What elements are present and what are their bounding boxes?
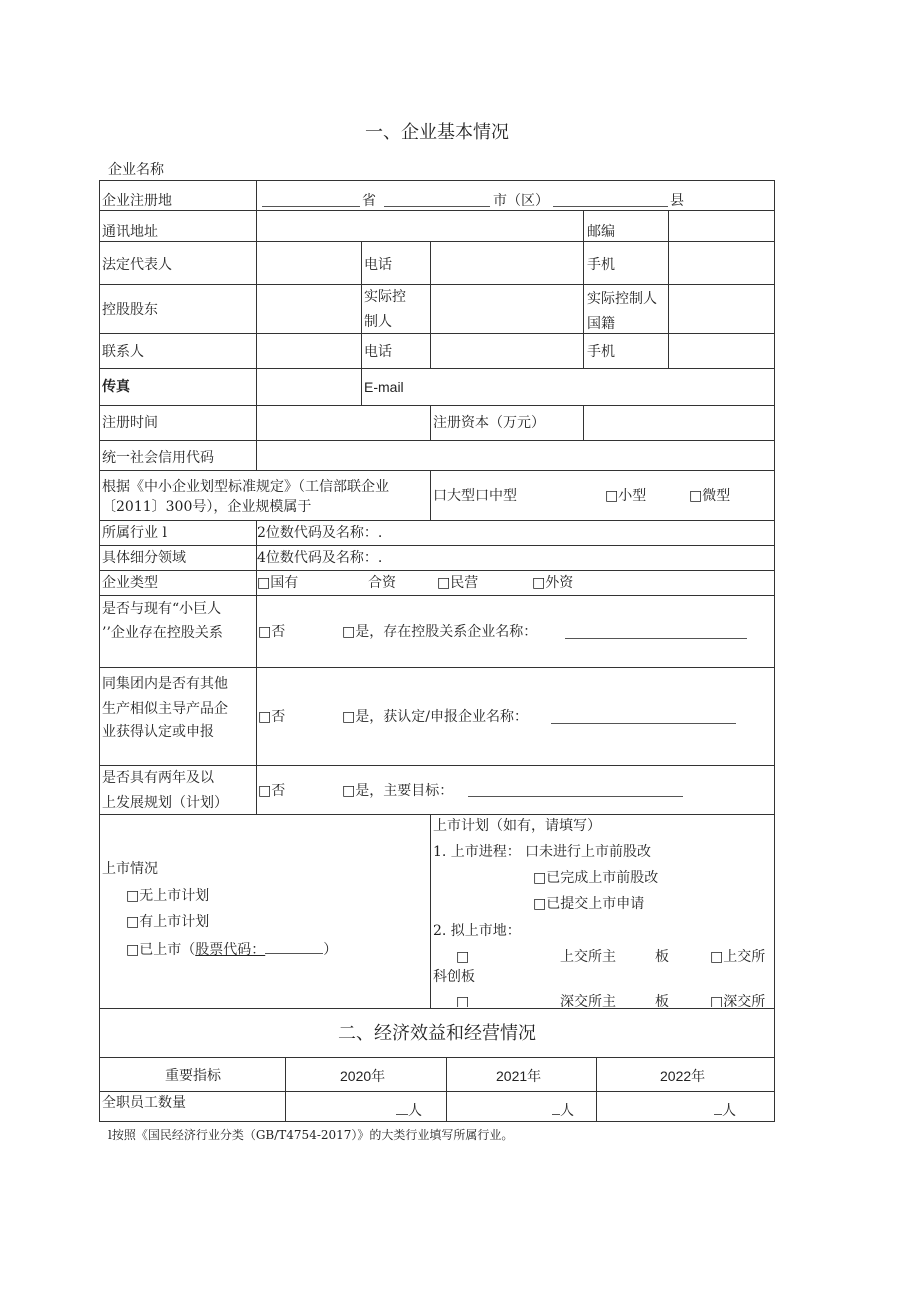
employees-2020-field[interactable]: [396, 1100, 422, 1120]
contact-field[interactable]: [257, 334, 360, 367]
econ-header-2022: 2022年: [660, 1068, 706, 1084]
shareholder-field[interactable]: [257, 285, 360, 332]
plan-no-checkbox[interactable]: □否: [258, 783, 286, 799]
group-company-name-field[interactable]: [551, 723, 736, 724]
controller-label-1: 实际控: [364, 289, 406, 305]
legal-rep-label: 法定代表人: [102, 257, 172, 273]
contact-mobile-label: 手机: [587, 344, 615, 360]
credit-code-label: 统一社会信用代码: [102, 450, 214, 466]
plan-yes-checkbox[interactable]: □是，主要目标：: [342, 783, 454, 799]
venue-szse-clip: [431, 988, 774, 1007]
giant-company-name-field[interactable]: [565, 638, 747, 639]
progress-applied-checkbox[interactable]: □已提交上市申请: [533, 896, 645, 912]
reg-time-label: 注册时间: [102, 415, 158, 431]
industry-field[interactable]: 2位数代码及名称：.: [257, 525, 383, 541]
giant-label-line2: ’’企业存在控股关系: [102, 625, 223, 641]
controller-nationality-label-1: 实际控制人: [587, 291, 657, 307]
shareholder-label: 控股股东: [102, 302, 158, 318]
contact-label: 联系人: [102, 344, 144, 360]
employees-unit-2020: 人: [408, 1103, 422, 1119]
listing-listed-prefix: □已上市（: [126, 942, 196, 958]
sub-field-field[interactable]: 4位数代码及名称：.: [257, 550, 383, 566]
listing-none-checkbox[interactable]: □无上市计划: [126, 888, 210, 904]
listing-listed-suffix: ）: [323, 942, 338, 958]
venue-sse-main-label: 上交所主: [560, 949, 616, 965]
group-label-line1: 同集团内是否有其他: [102, 676, 228, 692]
province-field[interactable]: [262, 206, 360, 207]
venue-sse-main-checkbox[interactable]: □: [456, 949, 470, 965]
controller-nationality-label-2: 国籍: [587, 316, 615, 332]
company-type-private-checkbox[interactable]: □民营: [437, 575, 479, 591]
plan-label-line2: 上发展规划（计划）: [102, 795, 228, 811]
venue-szse-main-checkbox[interactable]: □: [456, 994, 470, 1007]
postcode-field[interactable]: [669, 211, 773, 240]
stock-code-field[interactable]: [265, 940, 323, 954]
reg-time-field[interactable]: [257, 406, 429, 439]
venue-szse-main-label-2: 板: [655, 994, 669, 1007]
employees-unit-2022: 人: [722, 1103, 736, 1119]
county-field[interactable]: [553, 206, 668, 207]
scale-option-micro[interactable]: □微型: [689, 488, 731, 504]
scale-label-line2: 〔2011〕300号），企业规模属于: [102, 499, 312, 515]
venue-sse-main-label-2: 板: [655, 949, 669, 965]
listing-listed-checkbox[interactable]: [126, 940, 337, 959]
venue-szse-other-checkbox[interactable]: □深交所: [710, 994, 766, 1007]
controller-field[interactable]: [431, 285, 582, 332]
credit-code-field[interactable]: [257, 441, 773, 469]
giant-no-checkbox[interactable]: □否: [258, 624, 286, 640]
company-type-foreign-checkbox[interactable]: □外资: [532, 575, 574, 591]
progress-reform-done-checkbox[interactable]: □已完成上市前股改: [533, 870, 659, 886]
reg-capital-field[interactable]: [584, 406, 773, 439]
sub-field-label: 具体细分领域: [102, 550, 186, 566]
company-type-jv-checkbox[interactable]: 合资: [368, 575, 396, 591]
econ-header-indicator: 重要指标: [165, 1068, 221, 1084]
listing-plan-title: 上市计划（如有，请填写）: [433, 818, 601, 834]
employees-2021-field[interactable]: [552, 1100, 574, 1120]
controller-label-2: 制人: [364, 314, 392, 330]
listing-venue-label: 2. 拟上市地：: [433, 923, 521, 939]
group-no-checkbox[interactable]: □否: [258, 709, 286, 725]
footnote: l按照《国民经济行业分类（GB/T4754-2017）》的大类行业填写所属行业。: [108, 1128, 514, 1142]
section2-title: 二、经济效益和经营情况: [338, 1023, 536, 1044]
giant-yes-checkbox[interactable]: □是，存在控股关系企业名称：: [342, 624, 538, 640]
legal-rep-phone-label: 电话: [364, 257, 392, 273]
scale-option-large-medium[interactable]: 口大型口中型: [433, 488, 517, 504]
city-field[interactable]: [384, 206, 490, 207]
econ-header-2020: 2020年: [340, 1068, 386, 1084]
group-label-line3: 业获得认定或申报: [102, 724, 214, 740]
legal-rep-mobile-label: 手机: [587, 257, 615, 273]
scale-label-line1: 根据《中小企业划型标准规定》（工信部联企业: [102, 479, 389, 495]
group-label-line2: 生产相似主导产品企: [102, 701, 228, 717]
postcode-label: 邮编: [587, 224, 615, 240]
company-type-state-checkbox[interactable]: □国有: [257, 575, 299, 591]
contact-mobile-field[interactable]: [669, 334, 773, 367]
email-label: E-mail: [364, 379, 404, 395]
email-field[interactable]: [431, 369, 773, 404]
address-field[interactable]: [257, 211, 582, 240]
company-name-label: 企业名称: [108, 162, 164, 178]
legal-rep-field[interactable]: [257, 242, 360, 283]
venue-sse-star-checkbox[interactable]: □上交所: [710, 949, 766, 965]
employees-2022-field[interactable]: [714, 1100, 736, 1120]
reg-capital-label: 注册资本（万元）: [433, 415, 545, 431]
reg-place-label: 企业注册地: [102, 193, 172, 209]
province-label: 省: [362, 193, 376, 209]
listing-label: 上市情况: [102, 861, 158, 877]
listing-progress-label: 1. 上市进程：: [433, 844, 521, 860]
legal-rep-phone-field[interactable]: [431, 242, 582, 283]
stock-code-label: 股票代码：: [195, 942, 266, 958]
page-title: 一、企业基本情况: [365, 122, 509, 143]
employees-unit-2021: 人: [560, 1103, 574, 1119]
plan-goal-field[interactable]: [468, 796, 683, 797]
venue-sse-star-label: 科创板: [433, 969, 475, 985]
plan-label-line1: 是否具有两年及以: [102, 770, 214, 786]
company-type-label: 企业类型: [102, 575, 158, 591]
scale-option-small[interactable]: □小型: [605, 488, 647, 504]
employees-label: 全职员工数量: [102, 1095, 186, 1111]
county-label: 县: [670, 193, 684, 209]
contact-phone-label: 电话: [364, 344, 392, 360]
econ-header-2021: 2021年: [496, 1068, 542, 1084]
address-label: 通讯地址: [102, 224, 158, 240]
fax-label: 传真: [102, 379, 130, 395]
contact-phone-field[interactable]: [431, 334, 582, 367]
progress-not-started-checkbox[interactable]: 口未进行上市前股改: [525, 844, 651, 860]
listing-planned-checkbox[interactable]: □有上市计划: [126, 914, 210, 930]
giant-label-line1: 是否与现有“小巨人: [102, 601, 222, 617]
venue-szse-main-label: 深交所主: [560, 994, 616, 1007]
controller-nationality-field[interactable]: [669, 285, 773, 332]
fax-field[interactable]: [257, 369, 360, 404]
industry-label: 所属行业 l: [102, 525, 167, 541]
legal-rep-mobile-field[interactable]: [669, 242, 773, 283]
city-label: 市（区）: [493, 193, 549, 209]
group-yes-checkbox[interactable]: □是，获认定/申报企业名称：: [342, 709, 528, 725]
